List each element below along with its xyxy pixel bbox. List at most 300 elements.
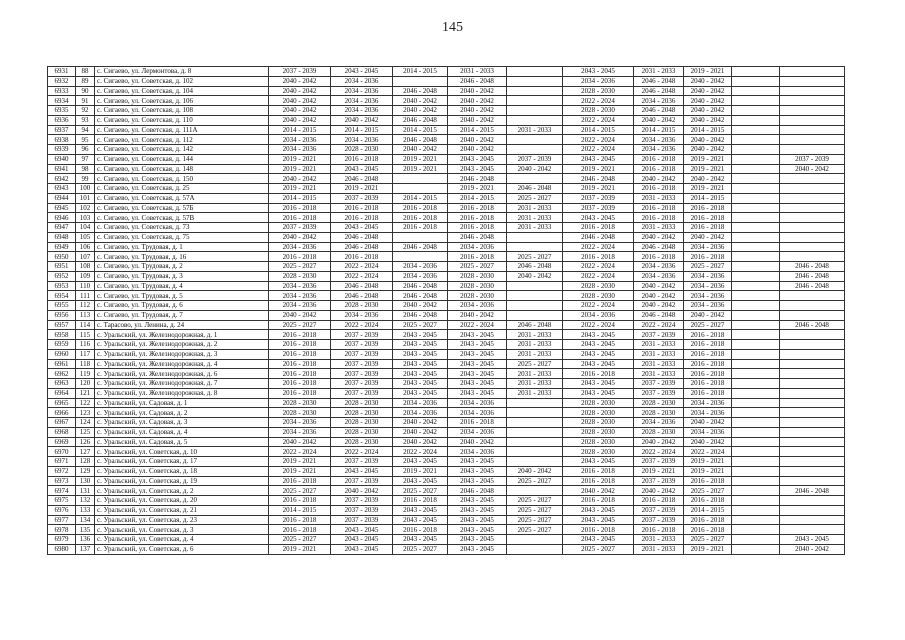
period-cell: 2016 - 2018 (269, 525, 331, 535)
period-cell: 2043 - 2045 (331, 164, 393, 174)
row-number-cell: 6959 (48, 340, 76, 350)
period-cell: 2016 - 2018 (563, 525, 634, 535)
period-cell (732, 359, 780, 369)
period-cell: 2016 - 2018 (684, 340, 732, 350)
period-cell: 2016 - 2018 (269, 359, 331, 369)
period-cell (732, 291, 780, 301)
period-cell: 2031 - 2033 (507, 330, 563, 340)
period-cell: 2014 - 2015 (269, 193, 331, 203)
period-cell: 2031 - 2033 (507, 349, 563, 359)
row-number-cell: 6970 (48, 447, 76, 457)
item-number-cell: 120 (76, 379, 95, 389)
period-cell: 2040 - 2042 (634, 174, 684, 184)
period-cell: 2022 - 2024 (563, 301, 634, 311)
period-cell (732, 115, 780, 125)
period-cell: 2043 - 2045 (448, 340, 507, 350)
period-cell: 2016 - 2018 (684, 359, 732, 369)
period-cell: 2034 - 2036 (563, 310, 634, 320)
period-cell: 2046 - 2048 (563, 232, 634, 242)
period-cell (507, 281, 563, 291)
period-cell: 2031 - 2033 (634, 369, 684, 379)
period-cell: 2016 - 2018 (393, 213, 448, 223)
item-number-cell: 116 (76, 340, 95, 350)
row-number-cell: 6954 (48, 291, 76, 301)
period-cell (732, 135, 780, 145)
period-cell: 2016 - 2018 (563, 369, 634, 379)
period-cell: 2043 - 2045 (448, 349, 507, 359)
period-cell: 2034 - 2036 (269, 135, 331, 145)
period-cell: 2028 - 2030 (331, 145, 393, 155)
row-number-cell: 6934 (48, 96, 76, 106)
address-cell: с. Уральский, ул. Железнодорожная, д. 4 (95, 359, 269, 369)
table-row (48, 418, 845, 428)
period-cell: 2025 - 2027 (507, 193, 563, 203)
period-cell (507, 447, 563, 457)
period-cell (393, 76, 448, 86)
period-cell: 2037 - 2039 (331, 505, 393, 515)
row-number-cell: 6963 (48, 379, 76, 389)
period-cell: 2046 - 2048 (780, 320, 845, 330)
address-cell: с. Уральский, ул. Железнодорожная, д. 8 (95, 388, 269, 398)
period-cell: 2040 - 2042 (684, 96, 732, 106)
period-cell: 2046 - 2048 (780, 486, 845, 496)
table-row (48, 86, 845, 96)
table-row (48, 408, 845, 418)
period-cell: 2034 - 2036 (269, 427, 331, 437)
period-cell (732, 515, 780, 525)
period-cell: 2028 - 2030 (448, 281, 507, 291)
period-cell: 2028 - 2030 (634, 408, 684, 418)
period-cell: 2040 - 2042 (393, 96, 448, 106)
period-cell: 2034 - 2036 (684, 271, 732, 281)
address-cell: с. Уральский, ул. Советская, д. 3 (95, 525, 269, 535)
period-cell: 2043 - 2045 (393, 379, 448, 389)
period-cell: 2016 - 2018 (634, 496, 684, 506)
period-cell: 2034 - 2036 (393, 271, 448, 281)
repair-schedule-table (47, 66, 845, 555)
row-number-cell: 6967 (48, 418, 76, 428)
address-cell: с. Сигаево, ул. Советская, д. 57А (95, 193, 269, 203)
period-cell: 2016 - 2018 (331, 203, 393, 213)
item-number-cell: 128 (76, 457, 95, 467)
period-cell (780, 135, 845, 145)
period-cell (393, 252, 448, 262)
table-row (48, 535, 845, 545)
row-number-cell: 6950 (48, 252, 76, 262)
period-cell: 2043 - 2045 (563, 457, 634, 467)
period-cell: 2025 - 2027 (269, 320, 331, 330)
period-cell: 2031 - 2033 (507, 340, 563, 350)
period-cell: 2034 - 2036 (331, 135, 393, 145)
address-cell: с. Уральский, ул. Железнодорожная, д. 3 (95, 349, 269, 359)
row-number-cell: 6958 (48, 330, 76, 340)
period-cell: 2022 - 2024 (563, 115, 634, 125)
period-cell: 2016 - 2018 (684, 213, 732, 223)
table-row (48, 447, 845, 457)
period-cell (780, 408, 845, 418)
period-cell (780, 418, 845, 428)
period-cell: 2028 - 2030 (331, 301, 393, 311)
address-cell: с. Уральский, ул. Советская, д. 21 (95, 505, 269, 515)
period-cell: 2016 - 2018 (634, 184, 684, 194)
item-number-cell: 118 (76, 359, 95, 369)
period-cell (732, 154, 780, 164)
period-cell: 2043 - 2045 (448, 476, 507, 486)
table-row (48, 349, 845, 359)
period-cell: 2040 - 2042 (563, 486, 634, 496)
table-row (48, 476, 845, 486)
item-number-cell: 100 (76, 184, 95, 194)
period-cell (780, 291, 845, 301)
period-cell: 2040 - 2042 (634, 115, 684, 125)
table-row (48, 213, 845, 223)
row-number-cell: 6972 (48, 466, 76, 476)
period-cell (507, 96, 563, 106)
row-number-cell: 6960 (48, 349, 76, 359)
period-cell: 2040 - 2042 (780, 544, 845, 554)
period-cell (507, 232, 563, 242)
item-number-cell: 96 (76, 145, 95, 155)
period-cell: 2040 - 2042 (684, 76, 732, 86)
period-cell: 2040 - 2042 (684, 86, 732, 96)
period-cell (780, 496, 845, 506)
period-cell: 2040 - 2042 (684, 106, 732, 116)
period-cell (732, 437, 780, 447)
table-row (48, 174, 845, 184)
item-number-cell: 89 (76, 76, 95, 86)
period-cell: 2040 - 2042 (269, 232, 331, 242)
item-number-cell: 112 (76, 301, 95, 311)
period-cell: 2025 - 2027 (507, 252, 563, 262)
period-cell (732, 379, 780, 389)
period-cell: 2016 - 2018 (684, 525, 732, 535)
table-row (48, 340, 845, 350)
address-cell: с. Сигаево, ул. Советская, д. 144 (95, 154, 269, 164)
period-cell (507, 310, 563, 320)
item-number-cell: 137 (76, 544, 95, 554)
period-cell (732, 408, 780, 418)
period-cell (780, 349, 845, 359)
period-cell (780, 96, 845, 106)
period-cell (507, 145, 563, 155)
address-cell: с. Сигаево, ул. Трудовая, д. 5 (95, 291, 269, 301)
period-cell: 2040 - 2042 (393, 145, 448, 155)
row-number-cell: 6944 (48, 193, 76, 203)
table-row (48, 330, 845, 340)
period-cell (507, 544, 563, 554)
period-cell (732, 96, 780, 106)
address-cell: с. Сигаево, ул. Советская, д. 104 (95, 86, 269, 96)
period-cell: 2037 - 2039 (331, 476, 393, 486)
period-cell: 2019 - 2021 (684, 154, 732, 164)
row-number-cell: 6952 (48, 271, 76, 281)
period-cell: 2046 - 2048 (331, 232, 393, 242)
address-cell: с. Сигаево, ул. Советская, д. 142 (95, 145, 269, 155)
address-cell: с. Уральский, ул. Садовая, д. 1 (95, 398, 269, 408)
period-cell: 2022 - 2024 (563, 320, 634, 330)
address-cell: с. Сигаево, ул. Советская, д. 57Б (95, 203, 269, 213)
period-cell: 2040 - 2042 (684, 418, 732, 428)
period-cell: 2043 - 2045 (563, 515, 634, 525)
period-cell: 2019 - 2021 (269, 164, 331, 174)
period-cell: 2040 - 2042 (269, 96, 331, 106)
period-cell: 2031 - 2033 (634, 223, 684, 233)
period-cell (732, 349, 780, 359)
period-cell: 2043 - 2045 (563, 359, 634, 369)
item-number-cell: 90 (76, 86, 95, 96)
period-cell (507, 291, 563, 301)
period-cell: 2034 - 2036 (448, 408, 507, 418)
period-cell: 2040 - 2042 (684, 135, 732, 145)
period-cell: 2046 - 2048 (331, 291, 393, 301)
table-row (48, 203, 845, 213)
item-number-cell: 124 (76, 418, 95, 428)
period-cell: 2016 - 2018 (269, 515, 331, 525)
period-cell: 2046 - 2048 (393, 135, 448, 145)
period-cell: 2034 - 2036 (393, 408, 448, 418)
period-cell: 2022 - 2024 (269, 447, 331, 457)
period-cell: 2031 - 2033 (507, 203, 563, 213)
period-cell (393, 232, 448, 242)
item-number-cell: 133 (76, 505, 95, 515)
period-cell: 2025 - 2027 (393, 320, 448, 330)
table-row (48, 515, 845, 525)
period-cell: 2034 - 2036 (684, 408, 732, 418)
period-cell: 2037 - 2039 (634, 457, 684, 467)
period-cell: 2043 - 2045 (331, 466, 393, 476)
table-row (48, 125, 845, 135)
period-cell: 2043 - 2045 (563, 154, 634, 164)
period-cell (507, 457, 563, 467)
period-cell: 2016 - 2018 (448, 418, 507, 428)
period-cell: 2014 - 2015 (684, 193, 732, 203)
table-row (48, 96, 845, 106)
period-cell: 2016 - 2018 (634, 525, 684, 535)
period-cell: 2040 - 2042 (634, 301, 684, 311)
period-cell: 2043 - 2045 (393, 515, 448, 525)
period-cell: 2016 - 2018 (634, 203, 684, 213)
row-number-cell: 6962 (48, 369, 76, 379)
period-cell: 2046 - 2048 (448, 486, 507, 496)
period-cell: 2025 - 2027 (507, 476, 563, 486)
period-cell (732, 398, 780, 408)
row-number-cell: 6938 (48, 135, 76, 145)
period-cell (507, 106, 563, 116)
period-cell: 2046 - 2048 (634, 86, 684, 96)
period-cell: 2016 - 2018 (269, 476, 331, 486)
period-cell (732, 281, 780, 291)
period-cell (732, 418, 780, 428)
period-cell: 2046 - 2048 (393, 291, 448, 301)
period-cell (732, 203, 780, 213)
period-cell (780, 242, 845, 252)
period-cell: 2043 - 2045 (563, 330, 634, 340)
period-cell: 2046 - 2048 (393, 86, 448, 96)
period-cell: 2025 - 2027 (507, 505, 563, 515)
period-cell: 2043 - 2045 (448, 535, 507, 545)
period-cell: 2028 - 2030 (269, 271, 331, 281)
table-row (48, 427, 845, 437)
period-cell: 2046 - 2048 (393, 281, 448, 291)
row-number-cell: 6955 (48, 301, 76, 311)
address-cell: с. Сигаево, ул. Советская, д. 106 (95, 96, 269, 106)
address-cell: с. Сигаево, ул. Трудовая, д. 7 (95, 310, 269, 320)
period-cell: 2037 - 2039 (331, 193, 393, 203)
period-cell: 2043 - 2045 (563, 388, 634, 398)
period-cell: 2022 - 2024 (563, 271, 634, 281)
period-cell: 2019 - 2021 (684, 164, 732, 174)
item-number-cell: 107 (76, 252, 95, 262)
period-cell (507, 535, 563, 545)
period-cell: 2037 - 2039 (331, 496, 393, 506)
period-cell (732, 388, 780, 398)
period-cell: 2028 - 2030 (563, 418, 634, 428)
period-cell: 2046 - 2048 (780, 281, 845, 291)
period-cell: 2040 - 2042 (684, 310, 732, 320)
period-cell: 2022 - 2024 (331, 262, 393, 272)
period-cell: 2016 - 2018 (269, 213, 331, 223)
period-cell: 2019 - 2021 (269, 466, 331, 476)
period-cell (732, 340, 780, 350)
item-number-cell: 97 (76, 154, 95, 164)
period-cell: 2046 - 2048 (507, 184, 563, 194)
period-cell (732, 330, 780, 340)
period-cell: 2025 - 2027 (684, 320, 732, 330)
item-number-cell: 134 (76, 515, 95, 525)
period-cell: 2016 - 2018 (448, 223, 507, 233)
period-cell (780, 301, 845, 311)
period-cell: 2040 - 2042 (393, 106, 448, 116)
period-cell: 2043 - 2045 (393, 388, 448, 398)
period-cell: 2016 - 2018 (448, 203, 507, 213)
period-cell (780, 193, 845, 203)
period-cell: 2046 - 2048 (393, 242, 448, 252)
period-cell (732, 320, 780, 330)
address-cell: с. Сигаево, ул. Советская, д. 150 (95, 174, 269, 184)
period-cell (732, 125, 780, 135)
row-number-cell: 6932 (48, 76, 76, 86)
address-cell: с. Сигаево, ул. Трудовая, д. 6 (95, 301, 269, 311)
row-number-cell: 6961 (48, 359, 76, 369)
period-cell: 2025 - 2027 (269, 486, 331, 496)
period-cell (507, 418, 563, 428)
period-cell: 2040 - 2042 (634, 437, 684, 447)
address-cell: с. Сигаево, ул. Трудовая, д. 1 (95, 242, 269, 252)
table-row (48, 184, 845, 194)
period-cell (507, 486, 563, 496)
period-cell: 2025 - 2027 (563, 544, 634, 554)
period-cell (732, 496, 780, 506)
item-number-cell: 94 (76, 125, 95, 135)
item-number-cell: 92 (76, 106, 95, 116)
period-cell: 2028 - 2030 (331, 398, 393, 408)
period-cell: 2014 - 2015 (393, 67, 448, 77)
period-cell (780, 125, 845, 135)
period-cell: 2046 - 2048 (331, 242, 393, 252)
period-cell: 2037 - 2039 (780, 154, 845, 164)
table-row (48, 466, 845, 476)
period-cell: 2016 - 2018 (684, 379, 732, 389)
address-cell: с. Сигаево, ул. Советская, д. 25 (95, 184, 269, 194)
table-row (48, 486, 845, 496)
period-cell: 2037 - 2039 (269, 67, 331, 77)
period-cell: 2031 - 2033 (507, 379, 563, 389)
period-cell: 2019 - 2021 (393, 154, 448, 164)
period-cell: 2019 - 2021 (269, 457, 331, 467)
period-cell: 2040 - 2042 (448, 96, 507, 106)
address-cell: с. Сигаево, ул. Трудовая, д. 4 (95, 281, 269, 291)
period-cell: 2031 - 2033 (507, 125, 563, 135)
period-cell (732, 262, 780, 272)
period-cell: 2019 - 2021 (684, 457, 732, 467)
period-cell: 2043 - 2045 (448, 154, 507, 164)
period-cell: 2034 - 2036 (269, 291, 331, 301)
period-cell: 2031 - 2033 (634, 359, 684, 369)
period-cell: 2025 - 2027 (507, 359, 563, 369)
table-row (48, 320, 845, 330)
period-cell: 2043 - 2045 (393, 457, 448, 467)
period-cell: 2028 - 2030 (563, 398, 634, 408)
period-cell: 2037 - 2039 (634, 515, 684, 525)
period-cell (732, 86, 780, 96)
row-number-cell: 6931 (48, 67, 76, 77)
period-cell: 2046 - 2048 (780, 271, 845, 281)
period-cell: 2016 - 2018 (684, 388, 732, 398)
period-cell (732, 310, 780, 320)
table-row (48, 398, 845, 408)
period-cell: 2040 - 2042 (448, 437, 507, 447)
period-cell: 2014 - 2015 (634, 125, 684, 135)
period-cell: 2040 - 2042 (507, 466, 563, 476)
item-number-cell: 121 (76, 388, 95, 398)
period-cell: 2034 - 2036 (393, 262, 448, 272)
period-cell: 2019 - 2021 (563, 164, 634, 174)
period-cell: 2034 - 2036 (684, 281, 732, 291)
period-cell: 2019 - 2021 (563, 184, 634, 194)
address-cell: с. Уральский, ул. Советская, д. 10 (95, 447, 269, 457)
period-cell: 2016 - 2018 (269, 252, 331, 262)
row-number-cell: 6942 (48, 174, 76, 184)
period-cell: 2022 - 2024 (331, 320, 393, 330)
period-cell (732, 544, 780, 554)
period-cell: 2016 - 2018 (684, 496, 732, 506)
period-cell: 2043 - 2045 (563, 340, 634, 350)
item-number-cell: 108 (76, 262, 95, 272)
item-number-cell: 123 (76, 408, 95, 418)
item-number-cell: 103 (76, 213, 95, 223)
period-cell: 2019 - 2021 (393, 164, 448, 174)
item-number-cell: 88 (76, 67, 95, 77)
period-cell: 2043 - 2045 (393, 476, 448, 486)
item-number-cell: 114 (76, 320, 95, 330)
period-cell: 2040 - 2042 (634, 232, 684, 242)
table-row (48, 145, 845, 155)
period-cell: 2040 - 2042 (448, 115, 507, 125)
period-cell: 2016 - 2018 (448, 252, 507, 262)
row-number-cell: 6964 (48, 388, 76, 398)
period-cell: 2043 - 2045 (448, 505, 507, 515)
period-cell: 2046 - 2048 (507, 320, 563, 330)
period-cell: 2028 - 2030 (563, 408, 634, 418)
period-cell (780, 359, 845, 369)
period-cell: 2037 - 2039 (269, 223, 331, 233)
item-number-cell: 113 (76, 310, 95, 320)
item-number-cell: 131 (76, 486, 95, 496)
period-cell: 2034 - 2036 (393, 398, 448, 408)
period-cell (780, 106, 845, 116)
period-cell (780, 232, 845, 242)
period-cell: 2025 - 2027 (507, 515, 563, 525)
